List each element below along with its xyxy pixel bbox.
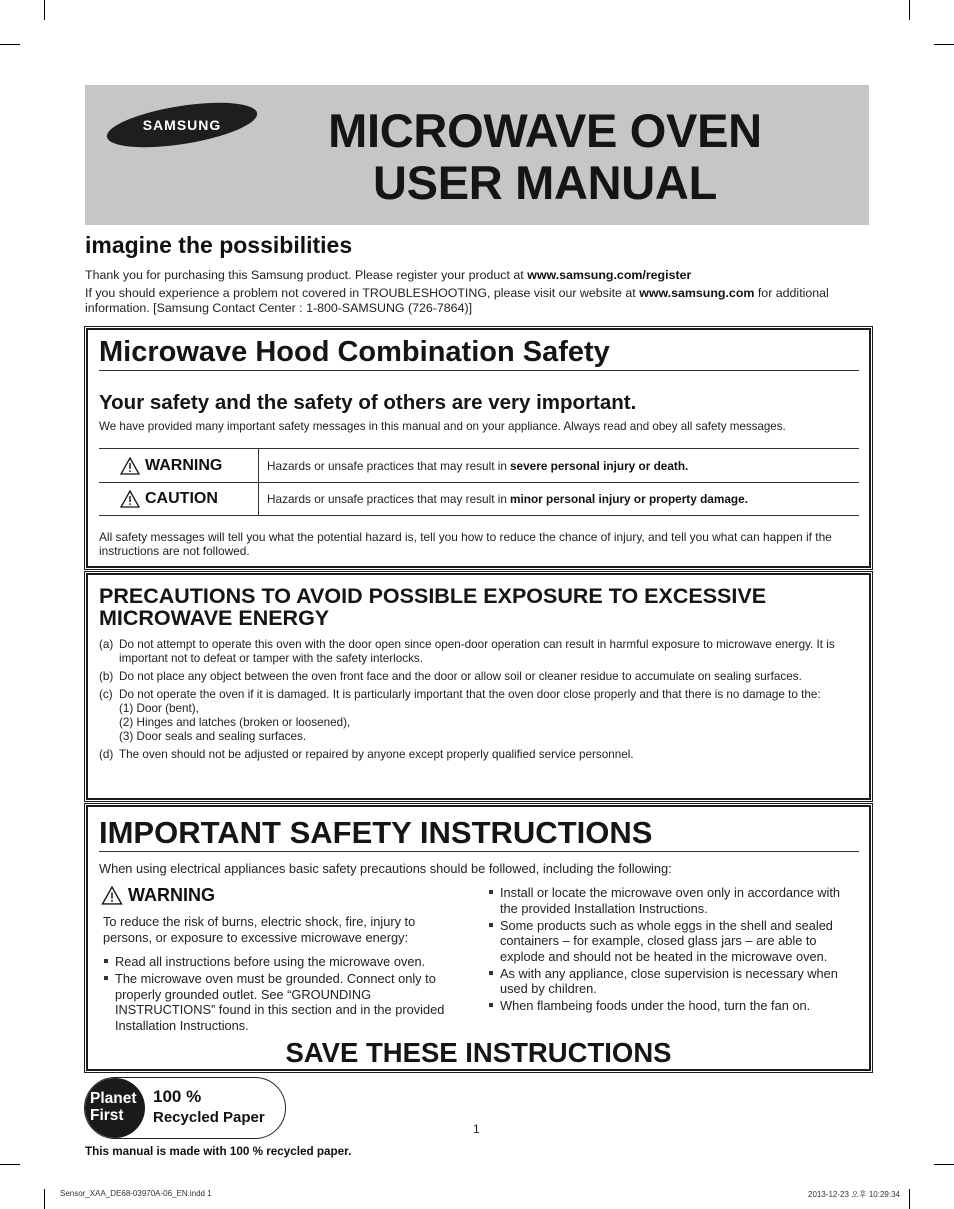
intro-line-1: [85, 268, 875, 283]
safety-subtext: We have provided many important safety messages in this manual and on your appliance. Always read and obey all safety messages.: [99, 420, 786, 433]
list-item: [99, 670, 864, 684]
crop-mark: [934, 1164, 954, 1165]
register-link[interactable]: www.samsung.com/register: [527, 268, 692, 282]
badge-percent: 100 %: [153, 1087, 202, 1106]
list-item: Read all instructions before using the microwave oven.: [103, 954, 463, 970]
list-item: [99, 638, 864, 666]
signal-row-caution: [99, 482, 859, 516]
signal-desc: [267, 483, 748, 515]
crop-mark: [44, 0, 45, 20]
list-item: [99, 748, 864, 762]
samsung-logo: [105, 100, 259, 150]
intro-text-1: Thank you for purchasing this Samsung product. Please register your product at: [85, 268, 524, 282]
precautions-list: [99, 638, 864, 766]
bullet-list-left: [103, 954, 463, 1035]
sub-item: (3) Door seals and sealing surfaces.: [119, 730, 307, 743]
page-number: 1: [473, 1122, 480, 1136]
warning-triangle-icon: [120, 457, 140, 475]
list-item: Install or locate the microwave oven only in accordance with the provided Installation Instructions.: [488, 885, 858, 916]
timestamp-slug: 2013-12-23 오후 10:29:34: [808, 1190, 900, 1199]
item-text: Do not operate the oven if it is damaged. It is particularly important that the oven door close properly and that there is no damage to the:: [119, 688, 821, 701]
crop-mark: [0, 44, 20, 45]
tagline: imagine the possibilities: [85, 232, 353, 258]
item-text: Do not place any object between the oven front face and the door or allow soil or cleaner residue to accumulate on sealing surfaces.: [119, 670, 802, 683]
item-key: (c): [99, 688, 113, 701]
warning-label: WARNING: [128, 885, 215, 905]
planet-first-badge: [84, 1077, 286, 1139]
title-line-1: MICROWAVE OVEN: [328, 104, 762, 157]
caution-triangle-icon: [120, 490, 140, 508]
warning-triangle-icon: [101, 886, 123, 905]
brand-text: SAMSUNG: [142, 117, 222, 133]
sub-item: (1) Door (bent),: [119, 702, 199, 715]
list-item: As with any appliance, close supervision is necessary when used by children.: [488, 966, 858, 997]
signal-label: CAUTION: [145, 490, 218, 507]
signal-label-cell: [99, 449, 259, 482]
crop-mark: [0, 1164, 20, 1165]
signal-text: Hazards or unsafe practices that may result in: [267, 492, 507, 506]
intro-text-2: If you should experience a problem not covered in TROUBLESHOOTING, please visit our website at: [85, 286, 636, 300]
safety-section: [86, 328, 871, 568]
save-instructions-heading: SAVE THESE INSTRUCTIONS: [285, 1037, 672, 1068]
intro-line-2: [85, 286, 875, 316]
crop-mark: [909, 1189, 910, 1209]
intro-text-3: for additional information. [Samsung Contact Center : 1-800-SAMSUNG (726-7864)]: [85, 286, 829, 315]
crop-mark: [44, 1189, 45, 1209]
signal-bold: severe personal injury or death.: [509, 458, 689, 473]
safety-subtitle: Your safety and the safety of others are very important.: [99, 391, 637, 414]
badge-line-2: First: [90, 1107, 124, 1124]
item-text: Do not attempt to operate this oven with the door open since open-door operation can result in harmful exposure to microwave energy. It is important not to defeat or tamper with the safety interlocks.: [119, 638, 835, 665]
page-title: [285, 105, 805, 209]
planet-first-logo: [85, 1078, 145, 1138]
bullet-list-right: [488, 885, 858, 1015]
signal-desc: [267, 449, 688, 482]
warning-text: To reduce the risk of burns, electric shock, fire, injury to persons, or exposure to excessive microwave energy:: [103, 914, 416, 945]
item-key: (b): [99, 670, 114, 683]
instructions-title: IMPORTANT SAFETY INSTRUCTIONS: [99, 815, 859, 852]
sub-item: (2) Hinges and latches (broken or loosened),: [119, 716, 351, 729]
signal-text: Hazards or unsafe practices that may result in: [267, 458, 507, 473]
item-text: The oven should not be adjusted or repaired by anyone except properly qualified service personnel.: [119, 748, 634, 761]
list-item: Some products such as whole eggs in the shell and sealed containers – for example, closed glass jars – are able to explode and should not be heated in the microwave oven.: [488, 918, 858, 965]
badge-line-1: Planet: [90, 1090, 137, 1107]
recycled-note: This manual is made with 100 % recycled paper.: [85, 1145, 352, 1158]
file-slug: Sensor_XAA_DE68-03970A-06_EN.indd 1: [60, 1189, 212, 1198]
badge-label: Recycled Paper: [153, 1109, 265, 1126]
signal-label-cell: [99, 483, 259, 515]
precautions-title: PRECAUTIONS TO AVOID POSSIBLE EXPOSURE TO EXCESSIVE MICROWAVE ENERGY: [99, 584, 767, 630]
samsung-link[interactable]: www.samsung.com: [639, 286, 755, 300]
item-key: (d): [99, 748, 114, 761]
precautions-section: [86, 573, 871, 800]
list-item: [99, 688, 864, 744]
list-item: When flambeing foods under the hood, turn the fan on.: [488, 998, 858, 1014]
crop-mark: [934, 44, 954, 45]
crop-mark: [909, 0, 910, 20]
instructions-section: [86, 805, 871, 1071]
safety-footnote: All safety messages will tell you what the potential hazard is, tell you how to reduce the chance of injury, and tell you what can happen if the instructions are not followed.: [99, 530, 832, 558]
safety-title: Microwave Hood Combination Safety: [99, 336, 859, 371]
signal-row-warning: [99, 448, 859, 482]
header-band: [85, 85, 869, 225]
list-item: The microwave oven must be grounded. Connect only to properly grounded outlet. See “GROUNDING INSTRUCTIONS” found in this section and in the provided Installation Instructions.: [103, 971, 463, 1033]
warning-heading: [101, 885, 215, 906]
instructions-lead: When using electrical appliances basic safety precautions should be followed, including the following:: [99, 861, 672, 876]
signal-bold: minor personal injury or property damage.: [509, 492, 748, 506]
item-key: (a): [99, 638, 114, 651]
title-line-2: USER MANUAL: [373, 156, 717, 209]
signal-label: WARNING: [145, 456, 223, 474]
